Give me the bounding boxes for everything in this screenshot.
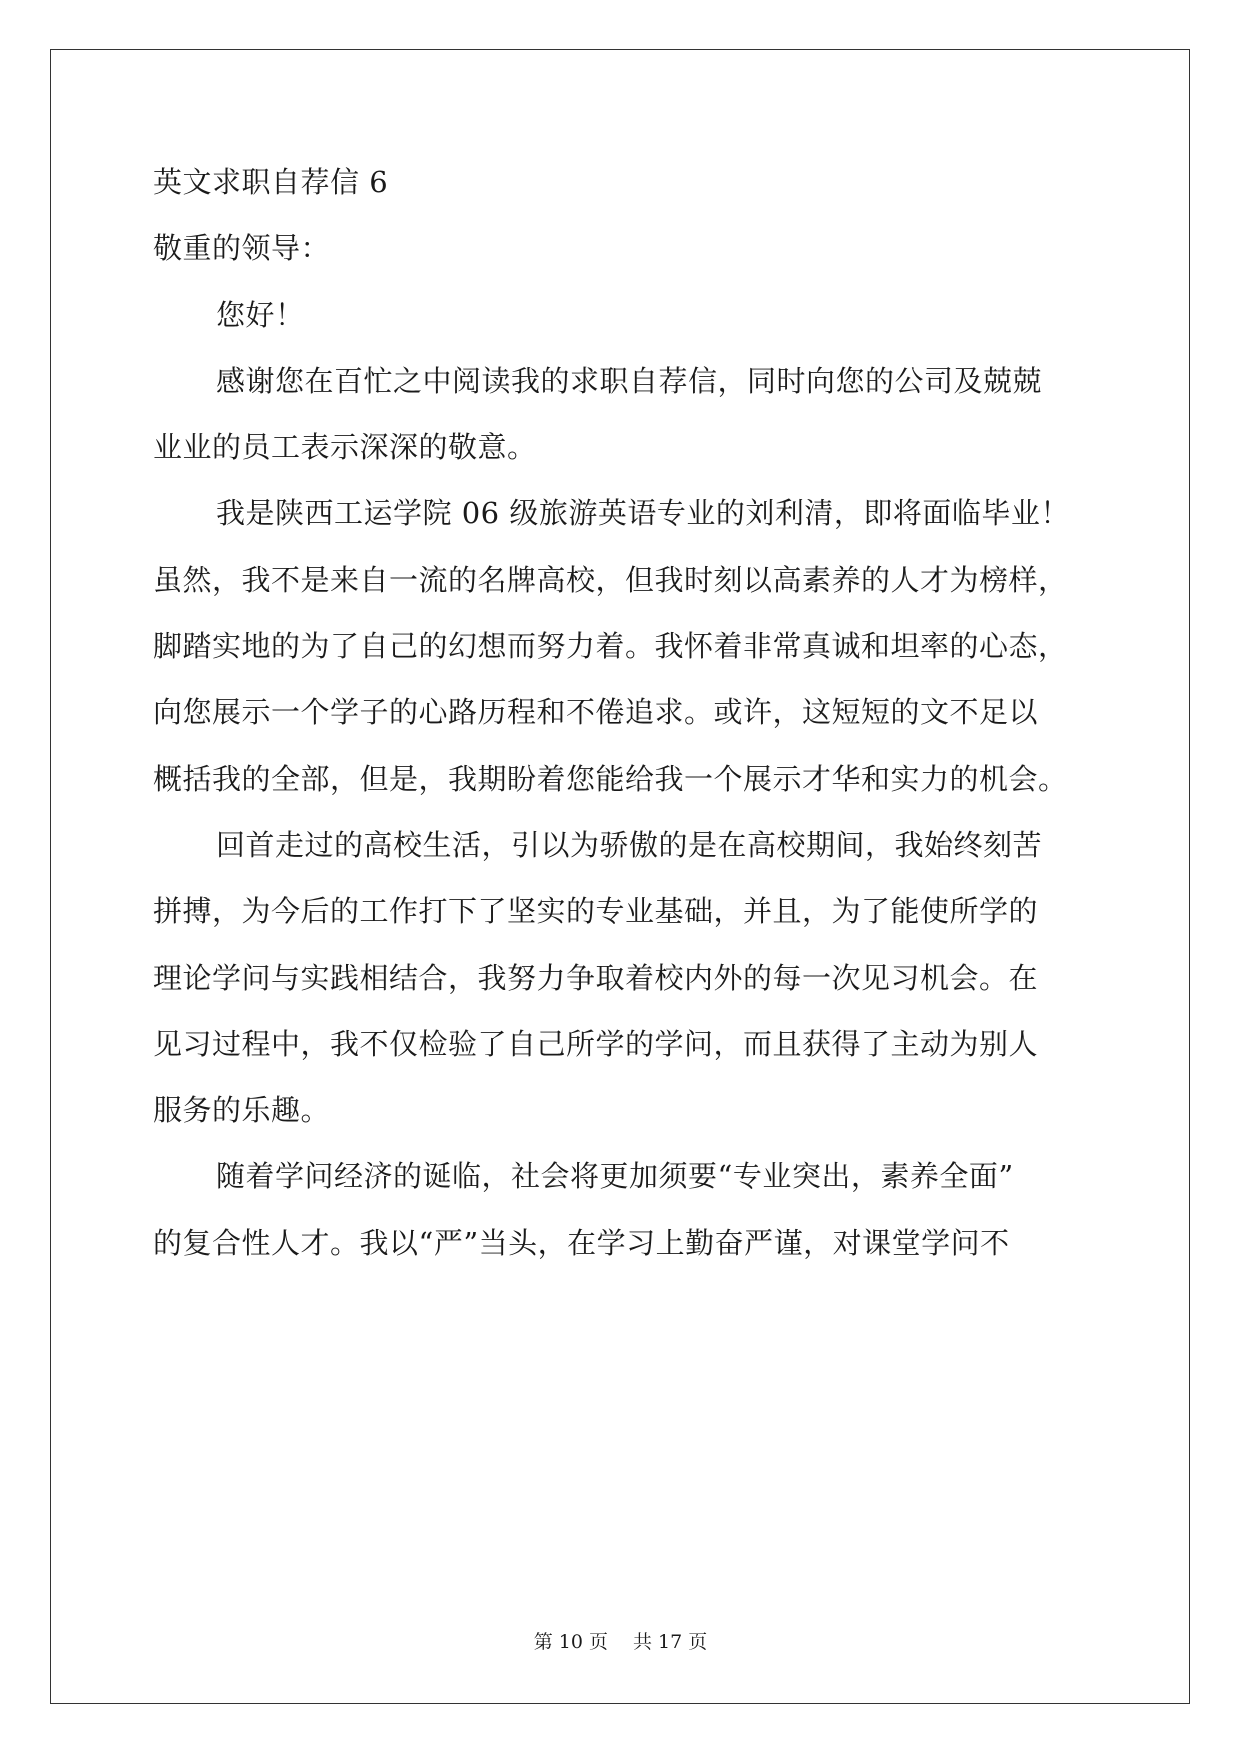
- paragraph-line: 理论学问与实践相结合，我努力争取着校内外的每一次见习机会。在: [153, 960, 1039, 995]
- paragraph-line: 向您展示一个学子的心路历程和不倦追求。或许，这短短的文不足以: [153, 695, 1039, 730]
- paragraph-line: 我是陕西工运学院 06 级旅游英语专业的刘利清，即将面临毕业！: [216, 496, 1070, 531]
- greeting-line: 您好！: [216, 297, 305, 332]
- paragraph-line: 脚踏实地的为了自己的幻想而努力着。我怀着非常真诚和坦率的心态，: [153, 629, 1068, 664]
- document-title: 英文求职自荐信 6: [153, 165, 389, 199]
- page-number-footer: 第 10 页 共 17 页: [533, 1631, 708, 1653]
- paragraph-line: 虽然，我不是来自一流的名牌高校，但我时刻以高素养的人才为榜样，: [153, 562, 1068, 597]
- salutation: 敬重的领导：: [153, 231, 331, 266]
- paragraph-line: 见习过程中，我不仅检验了自己所学的学问，而且获得了主动为别人: [153, 1026, 1039, 1061]
- paragraph-line: 概括我的全部，但是，我期盼着您能给我一个展示才华和实力的机会。: [153, 761, 1068, 796]
- document-body: [153, 165, 1098, 1295]
- paragraph-line: 回首走过的高校生活，引以为骄傲的是在高校期间，我始终刻苦: [216, 827, 1043, 862]
- paragraph-line: 的复合性人才。我以“严”当头，在学习上勤奋严谨，对课堂学问不: [153, 1225, 1010, 1260]
- paragraph-line: 随着学问经济的诞临，社会将更加须要“专业突出，素养全面”: [216, 1159, 1014, 1194]
- paragraph-line: 拼搏，为今后的工作打下了坚实的专业基础，并且，为了能使所学的: [153, 894, 1039, 929]
- paragraph-line: 业业的员工表示深深的敬意。: [153, 430, 537, 465]
- paragraph-line: 感谢您在百忙之中阅读我的求职自荐信，同时向您的公司及兢兢: [216, 363, 1043, 398]
- paragraph-line: 服务的乐趣。: [153, 1093, 331, 1128]
